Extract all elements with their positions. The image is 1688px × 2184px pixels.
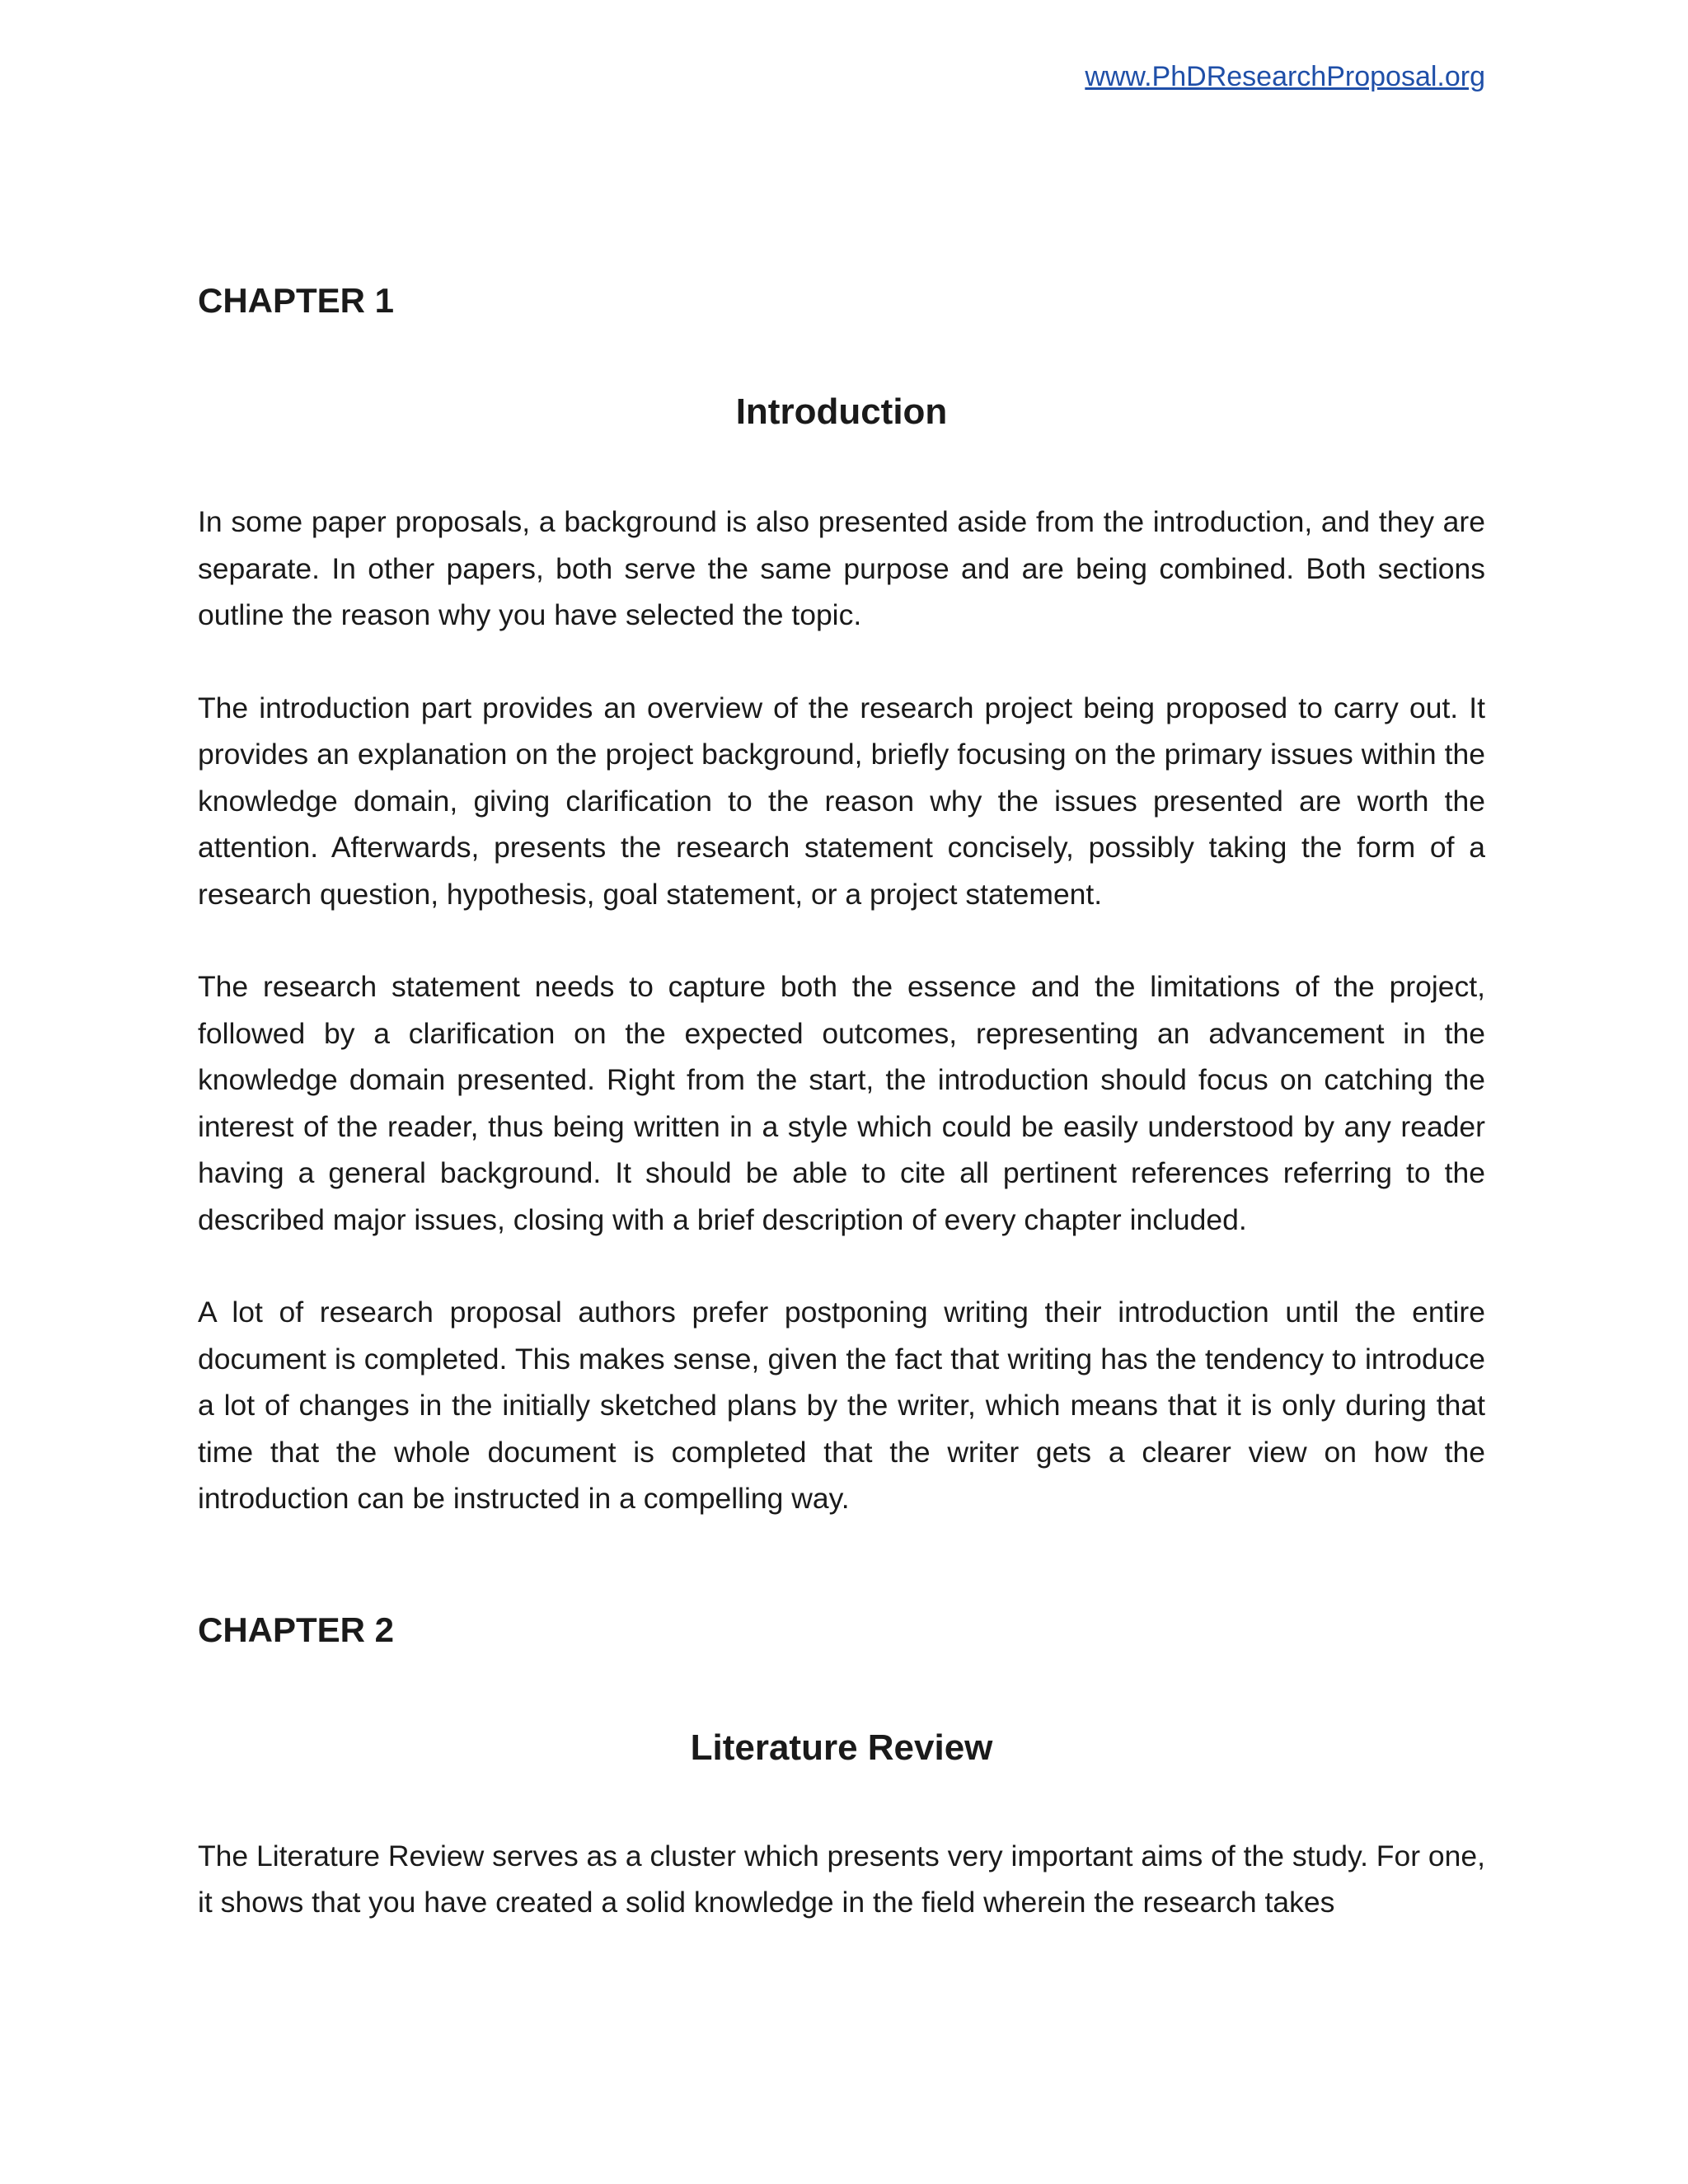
chapter-2-title: Literature Review xyxy=(690,1727,993,1769)
chapter-1-paragraph-1: In some paper proposals, a background is also presented aside from the introduction, and they are separate. In other papers, both serve the same purpose and are being combined. Both sections outline the reason why you have selected the topic. xyxy=(198,505,1485,632)
chapter-2-paragraph-1: The Literature Review serves as a cluster which presents very important aims of the study. For one, it shows that you have created a solid knowledge in the field wherein the research takes xyxy=(198,1839,1485,1919)
chapter-1-paragraph-4: A lot of research proposal authors prefer postponing writing their introduction until the entire document is completed. This makes sense, given the fact that writing has the tendency to introduce a lot of changes in the initially sketched plans by the writer, which means that it is only during that time that the whole document is completed that the writer gets a clearer view on how the introduction can be instructed in a compelling way. xyxy=(198,1296,1485,1516)
header-website-link[interactable]: www.PhDResearchProposal.org xyxy=(1085,61,1485,92)
chapter-2-label: CHAPTER 2 xyxy=(198,1610,395,1649)
chapter-1-paragraph-2: The introduction part provides an overview of the research project being proposed to carry out. It provides an explanation on the project background, briefly focusing on the primary issues within the knowledge domain, giving clarification to the reason why the issues presented are worth the attention. Afterwards, presents the research statement concisely, possibly taking the form of a research question, hypothesis, goal statement, or a project statement. xyxy=(198,691,1485,911)
document-body xyxy=(198,280,1485,1926)
chapter-1-title: Introduction xyxy=(735,391,948,433)
chapter-1-paragraph-3: The research statement needs to capture both the essence and the limitations of the project, followed by a clarification on the expected outcomes, representing an advancement in the knowledge domain presented. Right from the start, the introduction should focus on catching the interest of the reader, thus being written in a style which could be easily understood by any reader having a general background. It should be able to cite all pertinent references referring to the described major issues, closing with a brief description of every chapter included. xyxy=(198,970,1485,1236)
chapter-1-label: CHAPTER 1 xyxy=(198,281,395,320)
